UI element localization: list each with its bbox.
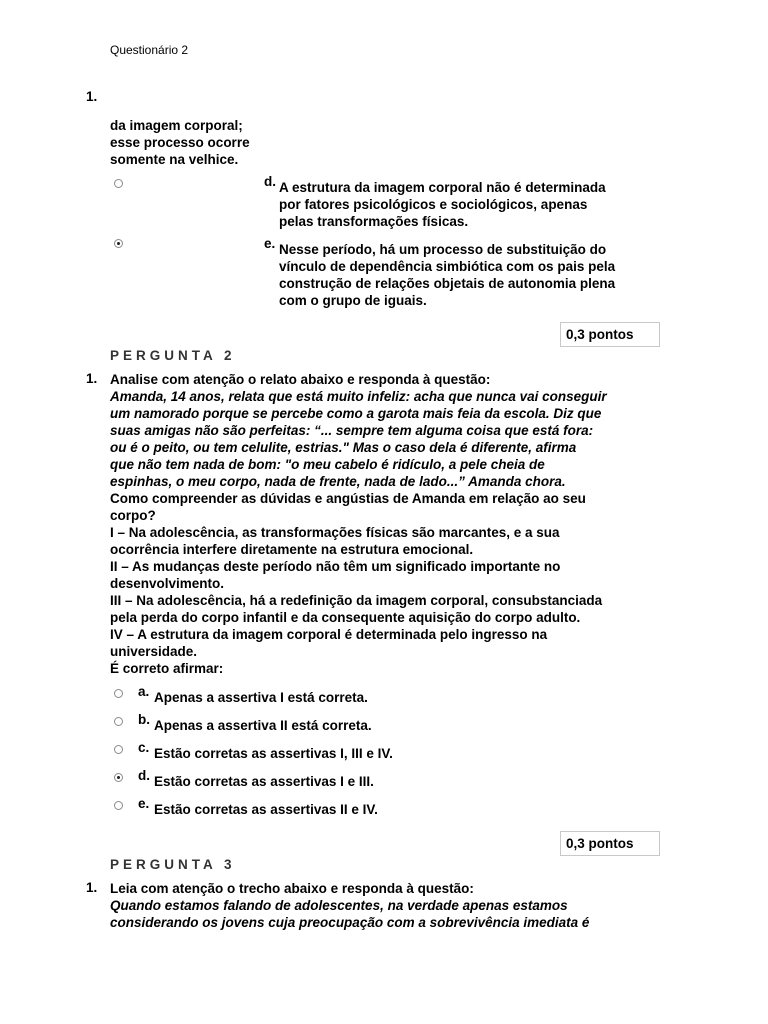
question-line: Leia com atenção o trecho abaixo e responda à questão: [110, 881, 474, 896]
option-e-text: Estão corretas as assertivas II e IV. [154, 802, 378, 817]
option-a-text: Apenas a assertiva I está correta. [154, 690, 368, 705]
option-c-text [110, 117, 250, 168]
option-text-line: por fatores psicológicos e sociológicos, apenas [279, 197, 588, 212]
option-d-letter: d. [264, 174, 276, 189]
question-number: 1. [86, 880, 98, 895]
question-line: desenvolvimento. [110, 576, 225, 591]
question-line: ou é o peito, ou tem celulite, estrias." Mas o caso dela é diferente, afirma [110, 440, 577, 455]
option-text-line: Nesse período, há um processo de substituição do [279, 242, 607, 257]
question-heading: PERGUNTA 3 [110, 857, 236, 872]
question-line: II – As mudanças deste período não têm um significado importante no [110, 559, 561, 574]
question-line: universidade. [110, 644, 198, 659]
option-a-letter: a. [138, 684, 150, 699]
question-body [110, 880, 589, 931]
question-line: Quando estamos falando de adolescentes, na verdade apenas estamos [110, 898, 568, 913]
option-e-radio[interactable] [114, 801, 123, 810]
option-text-line: esse processo ocorre [110, 135, 250, 150]
option-e-text [279, 241, 615, 309]
option-b-letter: b. [138, 712, 150, 727]
points-box: 0,3 pontos [560, 322, 660, 347]
option-b-text: Apenas a assertiva II está correta. [154, 718, 372, 733]
question-number: 1. [86, 89, 98, 104]
points-box: 0,3 pontos [560, 831, 660, 856]
question-line: ocorrência interfere diretamente na estrutura emocional. [110, 542, 474, 557]
option-a-radio[interactable] [114, 689, 123, 698]
question-line: suas amigas não são perfeitas: “... sempre tem alguma coisa que está fora: [110, 423, 594, 438]
question-number: 1. [86, 371, 98, 386]
question-line: espinhas, o meu corpo, nada de frente, nada de lado...” Amanda chora. [110, 474, 566, 489]
question-line: III – Na adolescência, há a redefinição da imagem corporal, consubstanciada [110, 593, 603, 608]
question-line: IV – A estrutura da imagem corporal é determinada pelo ingresso na [110, 627, 548, 642]
option-e-letter: e. [138, 796, 150, 811]
option-b-radio[interactable] [114, 717, 123, 726]
question-heading: PERGUNTA 2 [110, 348, 236, 363]
option-c-radio[interactable] [114, 745, 123, 754]
option-d-radio[interactable] [114, 179, 123, 188]
question-line: Analise com atenção o relato abaixo e responda à questão: [110, 372, 491, 387]
question-line: que não tem nada de bom: "o meu cabelo é ridículo, a pele cheia de [110, 457, 545, 472]
option-d-text: Estão corretas as assertivas I e III. [154, 774, 374, 789]
question-line: I – Na adolescência, as transformações físicas são marcantes, e a sua [110, 525, 560, 540]
option-e-letter: e. [264, 236, 276, 251]
question-line: Amanda, 14 anos, relata que está muito infeliz: acha que nunca vai conseguir [110, 389, 607, 404]
option-text-line: somente na velhice. [110, 152, 239, 167]
question-line: considerando os jovens cuja preocupação com a sobrevivência imediata é [110, 915, 590, 930]
option-c-letter: c. [138, 740, 150, 755]
option-d-text [279, 179, 606, 230]
question-line: Como compreender as dúvidas e angústias de Amanda em relação ao seu [110, 491, 586, 506]
option-d-radio[interactable] [114, 773, 123, 782]
option-text-line: pelas transformações físicas. [279, 214, 469, 229]
option-text-line: com o grupo de iguais. [279, 293, 427, 308]
option-e-radio[interactable] [114, 239, 123, 248]
question-line: pela perda do corpo infantil e da consequente aquisição do corpo adulto. [110, 610, 581, 625]
option-text-line: construção de relações objetais de autonomia plena [279, 276, 616, 291]
question-body [110, 371, 607, 677]
question-line: um namorado porque se percebe como a garota mais feia da escola. Diz que [110, 406, 602, 421]
question-line: corpo? [110, 508, 156, 523]
option-c-text: Estão corretas as assertivas I, III e IV. [154, 746, 393, 761]
question-line: É correto afirmar: [110, 661, 224, 676]
option-text-line: da imagem corporal; [110, 118, 243, 133]
option-text-line: vínculo de dependência simbiótica com os pais pela [279, 259, 616, 274]
option-d-letter: d. [138, 768, 150, 783]
option-text-line: A estrutura da imagem corporal não é determinada [279, 180, 606, 195]
document-title: Questionário 2 [110, 43, 189, 57]
